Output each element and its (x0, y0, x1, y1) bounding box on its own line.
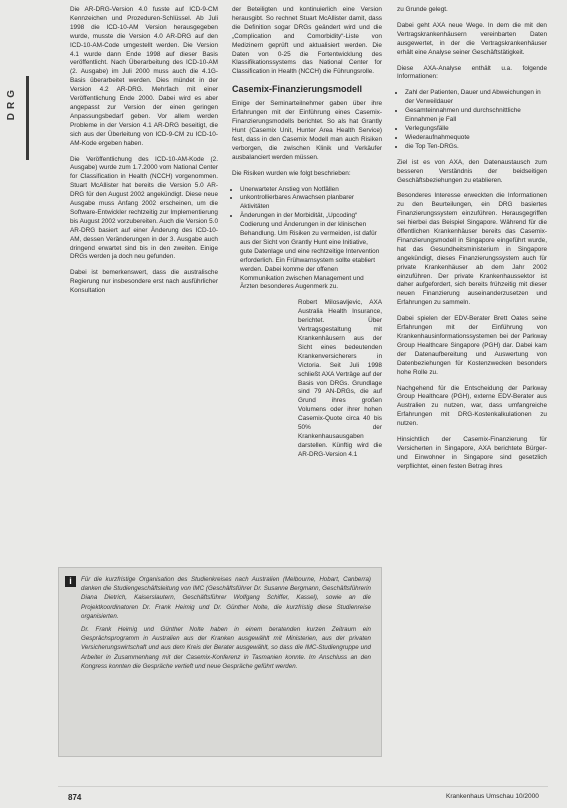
analysis-list (397, 89, 547, 151)
paragraph: der Beteiligten und kontinuierlich eine Version herausgibt. So rechnet Stuart McAllister damit, dass die Definition sogar DRGs geändert wird und die „Complication and Comorbidity“-Liste von Medizinern geprüft und aktualisiert werden. Die Daten von 0-25 die Fortentwicklung des Klassifikationssystems das National Center for Classification in Health (NCCH) die Führungsrolle. (232, 6, 382, 76)
page-number: 874 (68, 793, 82, 802)
paragraph: Dabei ist bemerkenswert, dass die australische Regierung nur insbesondere erst nach ausführlicher Konsultation (70, 269, 218, 295)
column-left (70, 6, 218, 303)
paragraph: Die AR-DRG-Version 4.0 fusste auf ICD-9-CM Kennzeichen und Prozeduren-Schlüssel. Ab Juli 1998 die ICD-10-AM Version herausgegeben wurde, musste die Version 4.0 AR-DRG auf den ICD-10-AM-Code umgestellt werden. Die Version 4.1 wurde dann Ende 1998 auf dieser Basis veröffentlicht. Nach Überarbeitung des ICD-10-AM (2. Ausgabe) im Juli 2000 muss auch die 4.1G-Basis überarbeitet werden. Dies mündet in der Version 4.2 AR-DRG. Mehrfach mit einer Veröffentlichung Ende 2000. Dabei wird es aber angepasst zur Version der einen geringen Anpassungsbedarf geben. Vor allem werden Probleme in der Version 4.1 AR-DRG beseitigt, die sich aus der Überleitung von ICD-9-CM zu ICD-10-AM-Kode ergeben haben. (70, 6, 218, 147)
issue-label: Krankenhaus Umschau 10/2000 (446, 793, 539, 800)
column-right (397, 6, 547, 479)
list-item: • Unerwarteter Anstieg von Notfällen (240, 186, 382, 195)
info-box (58, 567, 382, 757)
info-icon: i (65, 576, 76, 587)
info-paragraph: Für die kurzfristige Organisation des Studienkreises nach Australien (Melbourne, Hobart, Canberra) danken die Studiengeschäftsleitung von IMC (Geschäftsführer Dr. Susanne Bergmann, Geschäftsführerin Diana Dietrich, Kaiserslautern, Geschäftsführer Wolfgang Schiffer, Kassel), sowie an die Projektkoordinatoren Dr. Frank Heimig und Dr. Günther Nolte, die kurzfristig diese Studienreise organisierten. (81, 576, 371, 620)
section-heading: Casemix-Finanzierungsmodell (232, 84, 363, 95)
risk-list (232, 186, 382, 293)
list-item: • Wiederaufnahmequote (405, 134, 547, 143)
paragraph: Diese AXA-Analyse enthält u.a. folgende Informationen: (397, 64, 547, 81)
paragraph: Einige der Seminarteilnehmer gaben über ihre Erfahrungen mit der Einführung eines Casemix-Finanzierungsmodells berichtet. So als hat Grantly Hunt (Casemix Unit, Hunter Area Health Service) fest, dass in den Casemix Modell man auch Risiken verborgen, die zwischen Klinik und Verkäufer ausbalanciert werden müssen. (232, 100, 382, 161)
paragraph: Nachgehend für die Entscheidung der Parkway Group Healthcare (PGH), externe EDV-Berater aus Australien zu nutzen, war, dass umfangreiche Erfahrungen mit DRG-Kostenkalkulationen zu nutzen. (397, 384, 547, 428)
paragraph: Die Risiken wurden wie folgt beschrieben: (232, 169, 351, 177)
paragraph: Dabei spielen der EDV-Berater Brett Oates seine Erfahrungen mit der Einführung von Krankenhausinformationssystemen bei der Parkway Group Healthcare Singapore (PGH) dar. Dabei kam der Datenaufbereitung und Auswertung von Datenbeziehungen für Kostenzwecken besonders hohe Rolle zu. (397, 315, 547, 376)
footer-rule (58, 786, 548, 787)
paragraph: Ziel ist es von AXA, den Datenaustausch zum besseren Verständnis der beidseitigen Geschäftsbeziehungen zu etablieren. (397, 158, 547, 184)
list-item: • Gesamteinnahmen und durchschnittliche Einnahmen je Fall (405, 107, 547, 125)
paragraph: Hinsichtlich der Casemix-Finanzierung für Versicherten in Singapore, AXA berichtete Bürger- und Einwohner in Singapore sind gesetzlich verpflichtet, einen festen Betrag ihres (397, 436, 547, 470)
section-label: DRG (6, 86, 17, 121)
list-item: • die Top Ten-DRGs. (405, 143, 547, 152)
paragraph: Dabei geht AXA neue Wege. In dem die mit den Vertragskrankenhäusern vereinbarten Daten ausgewertet, in der die Vertragskrankenhäuser erhält eine Analyse seiner Geschäftstätigkeit. (397, 21, 547, 56)
info-box-text (81, 575, 371, 675)
paragraph: Robert Milosavljevic, AXA Australia Health Insurance, berichtet. Über Vertragsgestaltung mit Krankenhäusern aus der Sicht eines bedeutenden Krankenversicherers in Victoria. Seit Juli 1998 schließt AXA Verträge auf der Basis von DRGs. Grundlage sind 79 AN-DRGs, die auf Grund ihres großen Volumens oder ihrer hohen Casemix-Quote circa 40 bis 50% der Krankenhausausgaben darstellen. Künftig wird die AR-DRG-Version 4.1 (298, 299, 382, 458)
paragraph: Die Veröffentlichung des ICD-10-AM-Kode (2. Ausgabe) wurde zum 1.7.2000 vom National Center for Classification in Health (NCCH) vorgenommen. Stuart McAllister hat bereits die Version 5.0 AR-DRG für den August 2002 angekündigt. Diese neue Ausgabe muss Anfang 2002 erscheinen, um die Software-Entwickler rechtzeitig zur Implementierung bis August 2002 vorzubereiten. Auch die Version 5.0 AR-DRG basiert auf einer Änderung des ICD-10-AM, dessen Veränderungen in der 3. Ausgabe auch dringend erwartet sind bis in den zweiten. Einige DRGs werden ja doch neu gefunden. (70, 155, 218, 261)
list-item: • Verlegungsfälle (405, 125, 547, 134)
list-item: • Änderungen in der Morbidität, „Upcoding“ Codierung und Änderungen in der klinischen Behandlung. Um Risiken zu vermeiden, ist dafür aus der Sicht von Grantly Hunt eine Initiative, gute Datenlage und eine rechtzeitige Intervention erforderlich. Ein Frühwarnsystem sollte etabliert werden. Dabei komme der offenen Kommunikation zwischen Management und Ärzten besonderes Augenmerk zu. (240, 212, 382, 292)
paragraph: Besonderes Interesse erweckten die Informationen zu den Beurteilungen, ein DRG basiertes Finanzierungssystem einzuführen. Herausgegriffen sei hierbei das Beispiel Singapore. Während für die öffentlichen Krankenhäuser bereits das Casemix-Finanzierungsmodell in Singapore eingeführt wurde, hat das Gesundheitsministerium in Singapore angekündigt, dieses Finanzierungssystem auch für private Krankenhäuser ab dem Jahr 2002 einzuführen. Der private Krankenhaussektor ist daher aufgefordert, sich bereits frühzeitig mit dieser neuen Finanzierung auseinanderzusetzen und Erfahrungen zu sammeln. (397, 192, 547, 307)
info-paragraph: Dr. Frank Heimig und Günther Nolte haben in einem beratenden kurzen Zeitraum ein Gesprächsprogramm in Australien aus der Kranken ausgewählt mit Ministerien, aus der privaten Versicherungswirtschaft und aus dem Kreis der Berater ausgewählt, so dass die IMC-Studiengruppe und Arbeiter in Zusammenhang mit der Casemix-Konferenz in Tasmanien konnte. Im Anschluss an den Kongress konnten die Gespräche vertieft und neue Gespräche geführt werden. (81, 626, 371, 670)
list-item: • Zahl der Patienten, Dauer und Abweichungen in der Verweildauer (405, 89, 547, 107)
paragraph: zu Grunde gelegt. (397, 6, 448, 13)
list-item: • unkontrollierbares Anwachsen planbarer Aktivitäten (240, 194, 382, 212)
column-middle (232, 6, 382, 467)
